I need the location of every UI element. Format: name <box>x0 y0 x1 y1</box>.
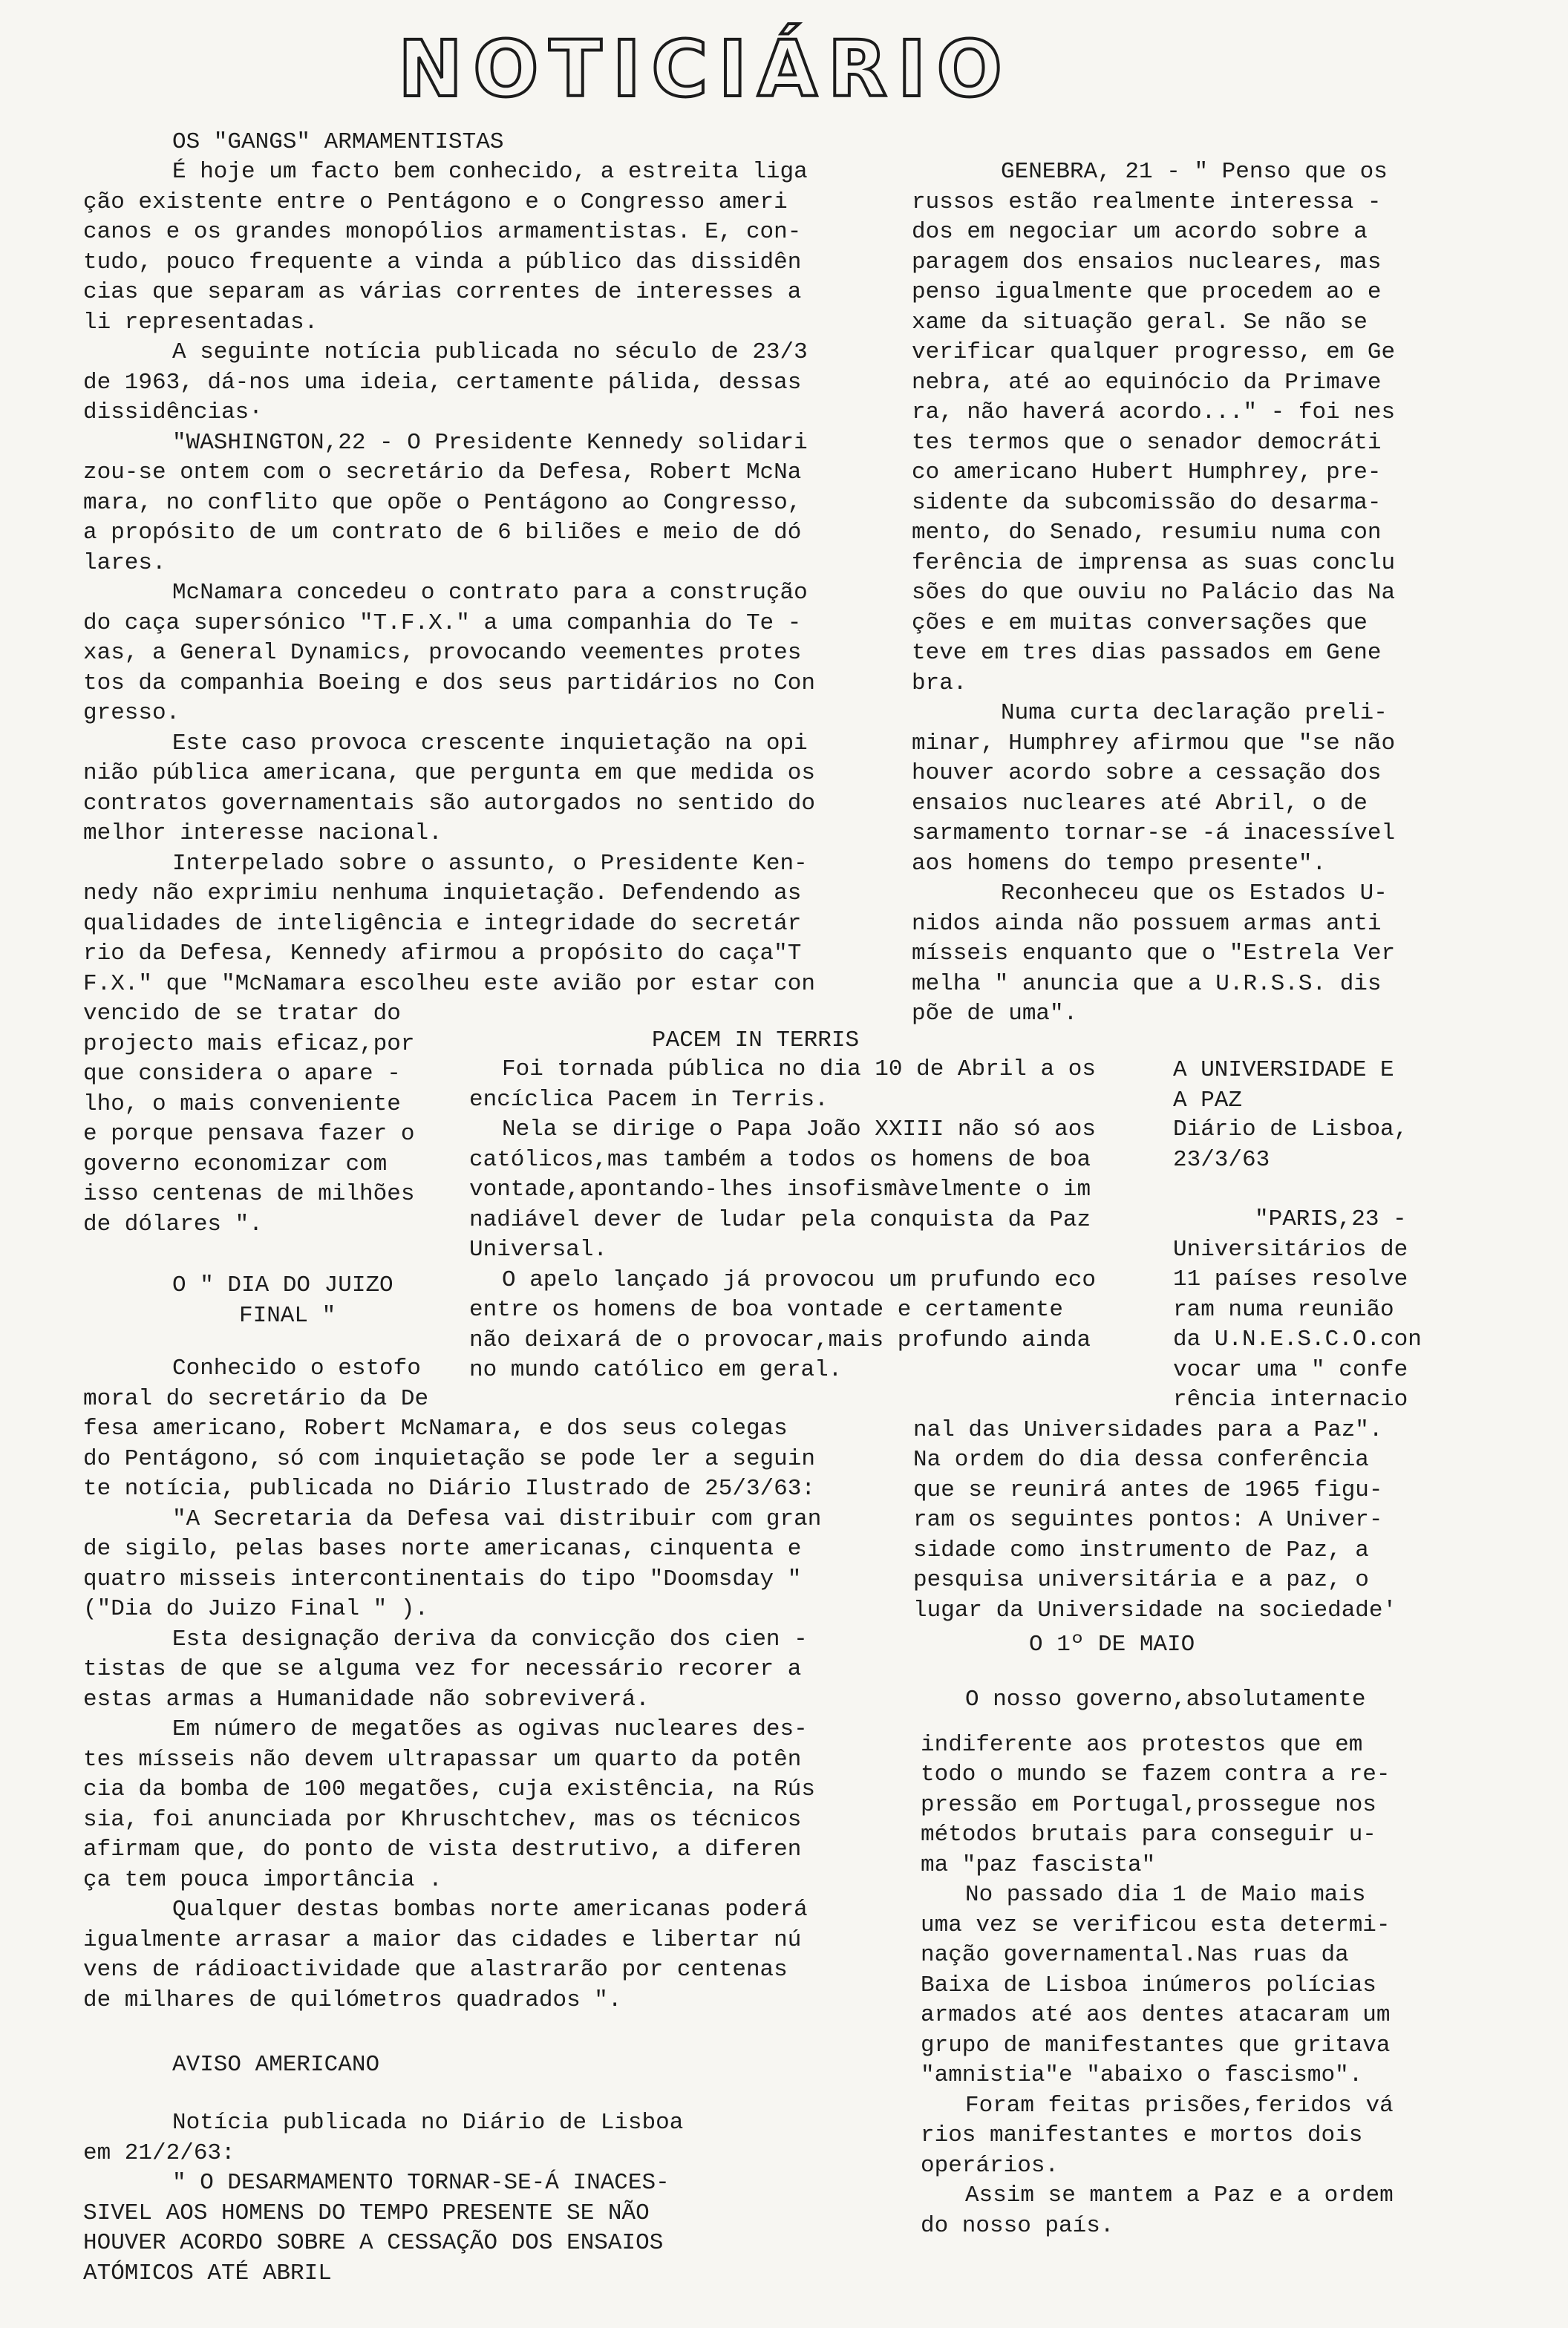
text-line: teve em tres dias passados em Gene <box>912 640 1382 666</box>
text-line: ça tem pouca importância . <box>83 1866 442 1893</box>
text-line: sarmamento tornar-se -á inacessível <box>912 820 1396 846</box>
text-line: A seguinte notícia publicada no século de 23/3 <box>172 339 808 365</box>
text-line: Assim se mantem a Paz e a ordem <box>965 2182 1394 2208</box>
text-line: Na ordem do dia dessa conferência <box>913 1447 1369 1473</box>
text-line: te notícia, publicada no Diário Ilustrado de 25/3/63: <box>83 1476 815 1502</box>
text-line: que considera o apare - <box>83 1061 401 1087</box>
text-line: vocar uma " confe <box>1173 1356 1408 1383</box>
text-line: lares. <box>83 549 166 576</box>
text-line: pressão em Portugal,prossegue nos <box>921 1791 1376 1818</box>
text-line: métodos brutais para conseguir u- <box>921 1822 1376 1848</box>
text-line: tes termos que o senador democráti <box>912 429 1382 456</box>
text-line: mara, no conflito que opõe o Pentágono ao Congresso, <box>83 489 802 516</box>
text-line: ção existente entre o Pentágono e o Congresso ameri <box>83 189 788 215</box>
text-line: HOUVER ACORDO SOBRE A CESSAÇÃO DOS ENSAIOS <box>83 2230 664 2256</box>
text-line: " O DESARMAMENTO TORNAR-SE-Á INACES- <box>172 2170 670 2196</box>
text-line: cias que separam as várias correntes de interesses a <box>83 279 802 305</box>
text-line: de dólares ". <box>83 1211 263 1237</box>
text-line: indiferente aos protestos que em <box>921 1731 1363 1758</box>
text-line: sia, foi anunciada por Khruschtchev, mas os técnicos <box>83 1806 802 1833</box>
text-line: todo o mundo se fazem contra a re- <box>921 1762 1391 1788</box>
text-line: O nosso governo,absolutamente <box>965 1687 1366 1713</box>
text-line: "PARIS,23 - <box>1255 1206 1407 1232</box>
text-line: ATÓMICOS ATÉ ABRIL <box>83 2260 332 2286</box>
text-line: houver acordo sobre a cessação dos <box>912 760 1382 786</box>
text-line: Interpelado sobre o assunto, o Presidente Ken- <box>172 850 808 877</box>
text-line: rio da Defesa, Kennedy afirmou a propósito do caça"T <box>83 941 802 967</box>
text-line: canos e os grandes monopólios armamentistas. E, con- <box>83 219 802 245</box>
text-line: gresso. <box>83 700 180 726</box>
article-title-line-1: O " DIA DO JUIZO <box>172 1272 393 1298</box>
text-line: encíclica Pacem in Terris. <box>469 1086 829 1113</box>
text-line: rência internacio <box>1173 1387 1408 1413</box>
text-line: F.X." que "McNamara escolheu este avião por estar con <box>83 970 815 997</box>
article-title: OS "GANGS" ARMAMENTISTAS <box>172 129 504 155</box>
text-line: Numa curta declaração preli- <box>1001 700 1388 726</box>
text-line: russos estão realmente interessa - <box>912 189 1382 215</box>
text-line: governo economizar com <box>83 1151 388 1177</box>
article-title: PACEM IN TERRIS <box>652 1027 860 1053</box>
text-line: grupo de manifestantes que gritava <box>921 2032 1391 2059</box>
text-line: Universitários de <box>1173 1236 1408 1263</box>
text-line: aos homens do tempo presente". <box>912 850 1327 877</box>
text-line: nebra, até ao equinócio da Primave <box>912 369 1382 396</box>
text-line: GENEBRA, 21 - " Penso que os <box>1001 159 1388 185</box>
text-line: Universal. <box>469 1237 608 1263</box>
article-title: O 1º DE MAIO <box>1029 1632 1195 1658</box>
text-line: dissidências· <box>83 399 263 425</box>
article-title-line-1: A UNIVERSIDADE E <box>1173 1057 1394 1083</box>
text-line: põe de uma". <box>912 1001 1078 1027</box>
text-line: melha " anuncia que a U.R.S.S. dis <box>912 970 1382 997</box>
text-line: Em número de megatões as ogivas nucleares des- <box>172 1716 808 1742</box>
text-line: a propósito de um contrato de 6 biliões e meio de dó <box>83 520 802 546</box>
text-line: O apelo lançado já provocou um prufundo eco <box>502 1266 1096 1293</box>
text-line: Diário de Lisboa, <box>1173 1116 1408 1142</box>
text-line: sidente da subcomissão do desarma- <box>912 489 1382 516</box>
text-line: ("Dia do Juizo Final " ). <box>83 1596 429 1622</box>
text-line: cia da bomba de 100 megatões, cuja existência, na Rús <box>83 1776 815 1802</box>
text-line: pesquisa universitária e a paz, o <box>913 1567 1369 1593</box>
text-line: li representadas. <box>83 309 318 336</box>
text-line: Foi tornada pública no dia 10 de Abril a os <box>502 1056 1096 1082</box>
text-line: afirmam que, do ponto de vista destrutivo, a diferen <box>83 1837 802 1863</box>
text-line: nedy não exprimiu nenhuma inquietação. Defendendo as <box>83 880 802 906</box>
article-title-line-2: FINAL " <box>239 1302 336 1329</box>
text-line: de milhares de quilómetros quadrados ". <box>83 1987 622 2013</box>
masthead-title: NOTICIÁRIO <box>398 24 1013 114</box>
text-line: ensaios nucleares até Abril, o de <box>912 790 1368 817</box>
text-line: nal das Universidades para a Paz". <box>913 1416 1383 1443</box>
text-line: ram numa reunião <box>1173 1296 1394 1323</box>
text-line: penso igualmente que procedem ao e <box>912 279 1382 305</box>
text-line: mento, do Senado, resumiu numa con <box>912 520 1382 546</box>
masthead <box>371 24 1039 114</box>
text-line: de sigilo, pelas bases norte americanas, cinquenta e <box>83 1536 802 1562</box>
text-line: entre os homens de boa vontade e certamente <box>469 1297 1063 1323</box>
text-line: uma vez se verificou esta determi- <box>921 1912 1391 1938</box>
text-line: no mundo católico em geral. <box>469 1357 843 1383</box>
text-line: McNamara concedeu o contrato para a construção <box>172 580 808 606</box>
text-line: mísseis enquanto que o "Estrela Ver <box>912 941 1396 967</box>
text-line: operários. <box>921 2152 1059 2179</box>
text-line: vencido de se tratar do <box>83 1001 401 1027</box>
text-line: Este caso provoca crescente inquietação na opi <box>172 730 808 756</box>
text-line: xame da situação geral. Se não se <box>912 309 1368 336</box>
article-title: AVISO AMERICANO <box>172 2052 380 2078</box>
text-line: do nosso país. <box>921 2212 1114 2239</box>
text-line: ções e em muitas conversações que <box>912 609 1368 636</box>
article-title-line-2: A PAZ <box>1173 1087 1243 1114</box>
text-line: nião pública americana, que pergunta em que medida os <box>83 760 815 786</box>
text-line: ra, não haverá acordo..." - foi nes <box>912 399 1396 425</box>
article-aviso-title <box>172 2050 379 2081</box>
text-line: verificar qualquer progresso, em Ge <box>912 339 1396 365</box>
text-line: zou-se ontem com o secretário da Defesa, Robert McNa <box>83 460 802 485</box>
text-line: 23/3/63 <box>1173 1146 1270 1173</box>
text-line: tistas de que se alguma vez for necessário recorer a <box>83 1656 802 1682</box>
text-line: "WASHINGTON,22 - O Presidente Kennedy solidari <box>172 429 808 456</box>
text-line: No passado dia 1 de Maio mais <box>965 1882 1366 1908</box>
text-line: bra. <box>912 670 967 696</box>
text-line: estas armas a Humanidade não sobreviverá. <box>83 1686 650 1713</box>
text-line: moral do secretário da De <box>83 1385 429 1412</box>
text-line: Qualquer destas bombas norte americanas poderá <box>172 1897 808 1923</box>
article-universidade-title <box>1173 1056 1394 1116</box>
text-line: ferência de imprensa as suas conclu <box>912 549 1396 576</box>
text-line: isso centenas de milhões <box>83 1181 415 1207</box>
text-line: contratos governamentais são autorgados no sentido do <box>83 790 815 817</box>
text-line: SIVEL AOS HOMENS DO TEMPO PRESENTE SE NÃO <box>83 2200 650 2226</box>
text-line: quatro misseis intercontinentais do tipo "Doomsday " <box>83 1566 802 1592</box>
text-line: que se reunirá antes de 1965 figu- <box>913 1477 1383 1503</box>
article-juizo-title <box>172 1271 393 1331</box>
text-line: nadiável dever de ludar pela conquista da Paz <box>469 1206 1091 1233</box>
text-line: armados até aos dentes atacaram um <box>921 2002 1391 2028</box>
article-gangs <box>172 128 503 158</box>
text-line: Reconheceu que os Estados U- <box>1001 880 1388 906</box>
text-line: lugar da Universidade na sociedade' <box>913 1597 1397 1624</box>
text-line: co americano Hubert Humphrey, pre- <box>912 460 1382 485</box>
text-line: não deixará de o provocar,mais profundo ainda <box>469 1327 1091 1353</box>
text-line: "amnistia"e "abaixo o fascismo". <box>921 2062 1363 2088</box>
text-line: vontade,apontando-lhes insofismàvelmente o im <box>469 1177 1091 1203</box>
text-line: igualmente arrasar a maior das cidades e libertar nú <box>83 1926 802 1953</box>
text-line: "A Secretaria da Defesa vai distribuir com gran <box>172 1505 822 1532</box>
text-line: da U.N.E.S.C.O.con <box>1173 1327 1422 1353</box>
text-line: nação governamental.Nas ruas da <box>921 1942 1349 1968</box>
text-line: fesa americano, Robert McNamara, e dos seus colegas <box>83 1416 788 1442</box>
text-line: do Pentágono, só com inquietação se pode ler a seguin <box>83 1445 815 1472</box>
text-line: e porque pensava fazer o <box>83 1121 415 1147</box>
text-line: dos em negociar um acordo sobre a <box>912 219 1368 245</box>
text-line: Conhecido o estofo <box>172 1356 421 1382</box>
text-line: do caça supersónico "T.F.X." a uma companhia do Te - <box>83 609 802 636</box>
text-line: vens de rádioactividade que alastrarão por centenas <box>83 1957 788 1983</box>
text-line: Foram feitas prisões,feridos vá <box>965 2092 1394 2119</box>
article-maio-title <box>1029 1630 1195 1661</box>
text-line: Esta designação deriva da convicção dos cien - <box>172 1626 808 1652</box>
text-line: tes mísseis não devem ultrapassar um quarto da potên <box>83 1746 802 1773</box>
text-line: Baixa de Lisboa inúmeros polícias <box>921 1972 1376 1998</box>
text-line: qualidades de inteligência e integridade do secretár <box>83 910 802 937</box>
text-line: É hoje um facto bem conhecido, a estreita liga <box>172 159 808 185</box>
text-line: Notícia publicada no Diário de Lisboa <box>172 2110 684 2136</box>
text-line: rios manifestantes e mortos dois <box>921 2122 1363 2148</box>
text-line: projecto mais eficaz,por <box>83 1030 415 1057</box>
text-line: 11 países resolve <box>1173 1266 1408 1292</box>
text-line: minar, Humphrey afirmou que "se não <box>912 730 1396 756</box>
text-line: lho, o mais conveniente <box>83 1091 401 1117</box>
article-pacem-title <box>652 1026 859 1056</box>
text-line: tos da companhia Boeing e dos seus partidários no Con <box>83 670 815 696</box>
text-line: ram os seguintes pontos: A Univer- <box>913 1507 1383 1533</box>
text-line: sidade como instrumento de Paz, a <box>913 1537 1369 1563</box>
text-line: católicos,mas também a todos os homens de boa <box>469 1146 1091 1173</box>
text-line: xas, a General Dynamics, provocando veementes protes <box>83 640 802 666</box>
text-line: em 21/2/63: <box>83 2139 235 2166</box>
text-line: ma "paz fascista" <box>921 1851 1156 1878</box>
text-line: de 1963, dá-nos uma ideia, certamente pálida, dessas <box>83 369 802 396</box>
text-line: sões do que ouviu no Palácio das Na <box>912 580 1396 606</box>
text-line: paragem dos ensaios nucleares, mas <box>912 249 1382 275</box>
text-line: tudo, pouco frequente a vinda a público das dissidên <box>83 249 802 275</box>
text-line: nidos ainda não possuem armas anti <box>912 910 1382 937</box>
text-line: Nela se dirige o Papa João XXIII não só aos <box>502 1116 1096 1142</box>
text-line: melhor interesse nacional. <box>83 820 442 846</box>
